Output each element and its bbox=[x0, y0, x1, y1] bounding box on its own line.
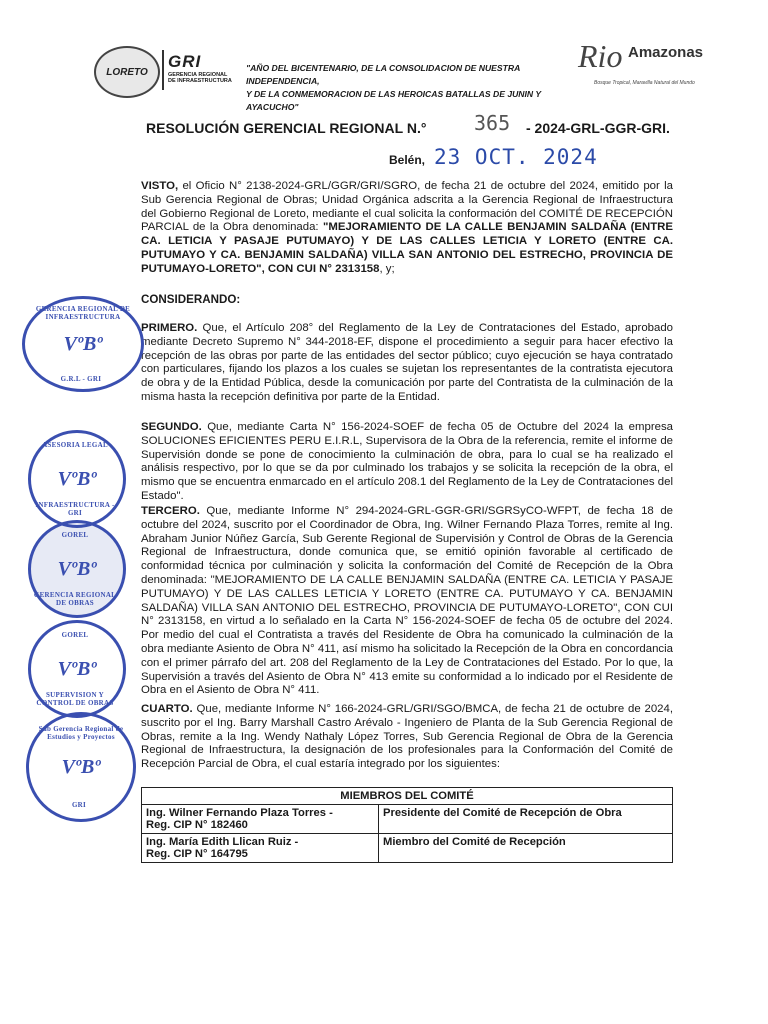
stamp-asesoria-legal bbox=[28, 430, 126, 528]
amazonas-word: Amazonas bbox=[628, 44, 704, 61]
resolution-suffix: - 2024-GRL-GGR-GRI. bbox=[526, 120, 670, 136]
member-cip: Reg. CIP N° 182460 bbox=[146, 819, 248, 831]
rio-tagline: Bosque Tropical, Maravilla Natural del Mundo bbox=[594, 80, 695, 86]
visto-label: VISTO, bbox=[141, 180, 179, 192]
tercero-text: Que, mediante Informe N° 294-2024-GRL-GGR-GRI/SGRSyCO-WFPT, de fecha 18 de octubre del 2024, suscrito por el Coordinador de Obra, Ing. Wilner Fernando Plaza Torres, remite al Ing. Abraham Junior Núñez García, Sub Gerente Regional de Supervisión y Control de Obras de la Gerencia Regional de Infraestructura, donde comunica que, se emitió opinión favorable al certificado de conformidad técnica por culminación y solicita la conformación del Comité de Recepción de la Obra denominada: "MEJORAMIENTO DE LA CALLE BENJAMIN SALDAÑA (ENTRE CA. LETICIA Y PASAJE PUTUMAYO) Y DE LAS CALLES LETICIA Y LORETO (ENTRE CA. PUTUMAYO Y CA. BENJAMIN SALDAÑA) VILLA SAN ANTONIO DEL ESTRECHO, PROVINCIA DE PUTUMAYO-LORETO", CON CUI N° 2313158, en virtud a lo señalado en la Carta N° 156-2024-SOEF de fecha 05 de octubre del 2024. Por medio del cual el Contratista a través del Residente de Obra ha comunicado la culminación de la obra mediante Asiento de Obra N° 411, así mismo ha solicitado la Recepción de la Obra en concordancia con el primer párrafo del art. 208 del Reglamento de la Ley de Contrataciones del Estado. Por lo que, la Supervisión a través del Asiento de Obra N° 413 emite su conformidad a lo indicado por el Residente de Obra en el Asiento de Obra N° 411. bbox=[141, 505, 673, 697]
cuarto-paragraph bbox=[141, 703, 673, 772]
segundo-paragraph bbox=[141, 421, 673, 504]
stamp-gerencia-obras bbox=[28, 520, 126, 618]
gri-logo bbox=[168, 52, 232, 84]
member-name-cell bbox=[142, 805, 379, 834]
segundo-label: SEGUNDO. bbox=[141, 421, 202, 433]
member-cip: Reg. CIP N° 164795 bbox=[146, 848, 248, 860]
primero-text: Que, el Artículo 208° del Reglamento de la Ley de Contrataciones del Estado, aprobado mediante Decreto Supremo N° 344-2018-EF, dispone el procedimiento a seguir para hacer efectivo la recepción de las obras por parte de las entidades del sector público; cuyo ejecución se haya contratado con particulares, fijando los plazos a los cuales se sujetan los representantes de la contratista ejecutora de obra y de la Entidad Pública, desde la comunicación por parte del Contratista de la culminación de la misma hasta la recepción definitiva por parte de la Entidad. bbox=[141, 322, 673, 403]
gri-sub-2: DE INFRAESTRUCTURA bbox=[168, 78, 232, 84]
member-role: Miembro del Comité de Recepción bbox=[379, 834, 673, 863]
motto bbox=[246, 62, 576, 114]
stamp-2-vobo: VºBº bbox=[57, 467, 97, 490]
resolution-title: RESOLUCIÓN GERENCIAL REGIONAL N.° bbox=[146, 120, 427, 136]
logo-divider bbox=[162, 50, 164, 90]
member-role: Presidente del Comité de Recepción de Obra bbox=[379, 805, 673, 834]
table-row bbox=[142, 834, 673, 863]
visto-text-1: el Oficio N° 2138-2024-GRL/GGR/GRI/SGRO, de fecha 21 de octubre del 2024, emitido por la Sub Gerencia Regional de Obras; Unidad Orgánica adscrita a la Gerencia Regional de Infraestructura del Gobierno Regional de Loreto, mediante el cual solicita la conformación del COMITÉ DE RECEPCIÓN PARCIAL de la Obra denominada: bbox=[141, 180, 673, 234]
committee-header: MIEMBROS DEL COMITÉ bbox=[142, 788, 673, 805]
rio-script: Rio bbox=[578, 38, 623, 74]
stamp-supervision bbox=[28, 620, 126, 718]
segundo-text: Que, mediante Carta N° 156-2024-SOEF de fecha 05 de Octubre del 2024 la empresa SOLUCIONES EFICIENTES PERU E.I.R.L, Supervisora de la Obra de la referencia, remite el informe de Supervisión donde se pone de conocimiento la culminación de obra, para lo cual se ha realizado el análisis respectivo, por lo que se da por culminado los trabajos y se solicita la recepción de la obra, el mismo que se encuentra enmarcado en el artículo 208.1 del Reglamento de la Ley de Contrataciones del Estado". bbox=[141, 421, 673, 502]
stamp-2-top: ASESORIA LEGAL bbox=[42, 441, 108, 449]
table-row bbox=[142, 805, 673, 834]
visto-project: "MEJORAMIENTO DE LA CALLE BENJAMIN SALDAÑA (ENTRE CA. LETICIA Y PASAJE PUTUMAYO) Y DE LAS CALLES LETICIA Y LORETO (ENTRE CA. PUTUMAYO Y CA. BENJAMIN SALDAÑA) VILLA SAN ANTONIO DEL ESTRECHO, PROVINCIA DE PUTUMAYO-LORETO", CON CUI N° 2313158 bbox=[141, 221, 673, 275]
primero-label: PRIMERO. bbox=[141, 322, 198, 334]
stamp-3-top: GOREL bbox=[61, 531, 89, 539]
place: Belén, bbox=[389, 153, 426, 167]
visto-text-2: , y; bbox=[379, 262, 395, 275]
gri-sub-1: GERENCIA REGIONAL bbox=[168, 72, 228, 78]
member-name: Ing. Wilner Fernando Plaza Torres - bbox=[146, 807, 333, 819]
primero-paragraph bbox=[141, 322, 673, 405]
stamp-4-top: GOREL bbox=[61, 631, 89, 639]
cuarto-label: CUARTO. bbox=[141, 703, 193, 715]
stamp-3-vobo: VºBº bbox=[57, 557, 97, 580]
gri-label: GRI bbox=[168, 52, 202, 71]
resolution-number: 365 bbox=[474, 111, 511, 135]
stamp-1-bottom: G.R.L - GRI bbox=[60, 375, 102, 383]
stamp-1-top: GERENCIA REGIONAL DE INFRAESTRUCTURA bbox=[35, 305, 131, 321]
visto-paragraph bbox=[141, 180, 673, 277]
stamp-5-top: Sub Gerencia Regional de Estudios y Proyectos bbox=[38, 725, 124, 741]
tercero-paragraph bbox=[141, 505, 673, 698]
stamp-2-bottom: INFRAESTRUCTURA - GRI bbox=[35, 501, 115, 517]
stamp-3-bottom: GERENCIA REGIONAL DE OBRAS bbox=[33, 591, 117, 607]
stamp-estudios-proyectos bbox=[26, 712, 136, 822]
motto-line-2: Y DE LA CONMEMORACION DE LAS HEROICAS BATALLAS DE JUNIN Y AYACUCHO" bbox=[246, 89, 541, 112]
stamp-4-bottom: SUPERVISION Y CONTROL DE OBRAS bbox=[36, 691, 114, 707]
tercero-label: TERCERO. bbox=[141, 505, 200, 517]
committee-header-row bbox=[142, 788, 673, 805]
stamp-5-vobo: VºBº bbox=[61, 755, 101, 778]
loreto-logo-text: LORETO bbox=[106, 66, 148, 78]
stamp-infraestructura bbox=[22, 296, 144, 392]
rio-amazonas-logo bbox=[578, 38, 704, 90]
member-name-cell bbox=[142, 834, 379, 863]
stamp-4-vobo: VºBº bbox=[57, 657, 97, 680]
stamp-1-vobo: VºBº bbox=[63, 332, 103, 355]
member-name: Ing. María Edith Llican Ruiz - bbox=[146, 836, 299, 848]
motto-line-1: "AÑO DEL BICENTENARIO, DE LA CONSOLIDACION DE NUESTRA INDEPENDENCIA, bbox=[246, 63, 520, 86]
considerando-heading: CONSIDERANDO: bbox=[141, 293, 241, 306]
cuarto-text: Que, mediante Informe N° 166-2024-GRL/GRI/SGO/BMCA, de fecha 21 de octubre de 2024, suscrito por el Ing. Barry Marshall Castro Arévalo - Ingeniero de Planta de la Sub Gerencia Regional de Obras, remite a la Ing. Wendy Nathaly López Torres, Sub Gerencia Regional de Obra de la Gerencia Regional de Infraestructura, la designación de los profesionales para la Conformación del Comité de Recepción Parcial de Obra, el cual estaría integrado por los siguientes: bbox=[141, 703, 673, 771]
stamp-5-bottom: GRI bbox=[71, 801, 87, 809]
loreto-logo bbox=[94, 46, 160, 98]
committee-table bbox=[141, 787, 673, 863]
date-stamp: 23 OCT. 2024 bbox=[434, 145, 598, 169]
